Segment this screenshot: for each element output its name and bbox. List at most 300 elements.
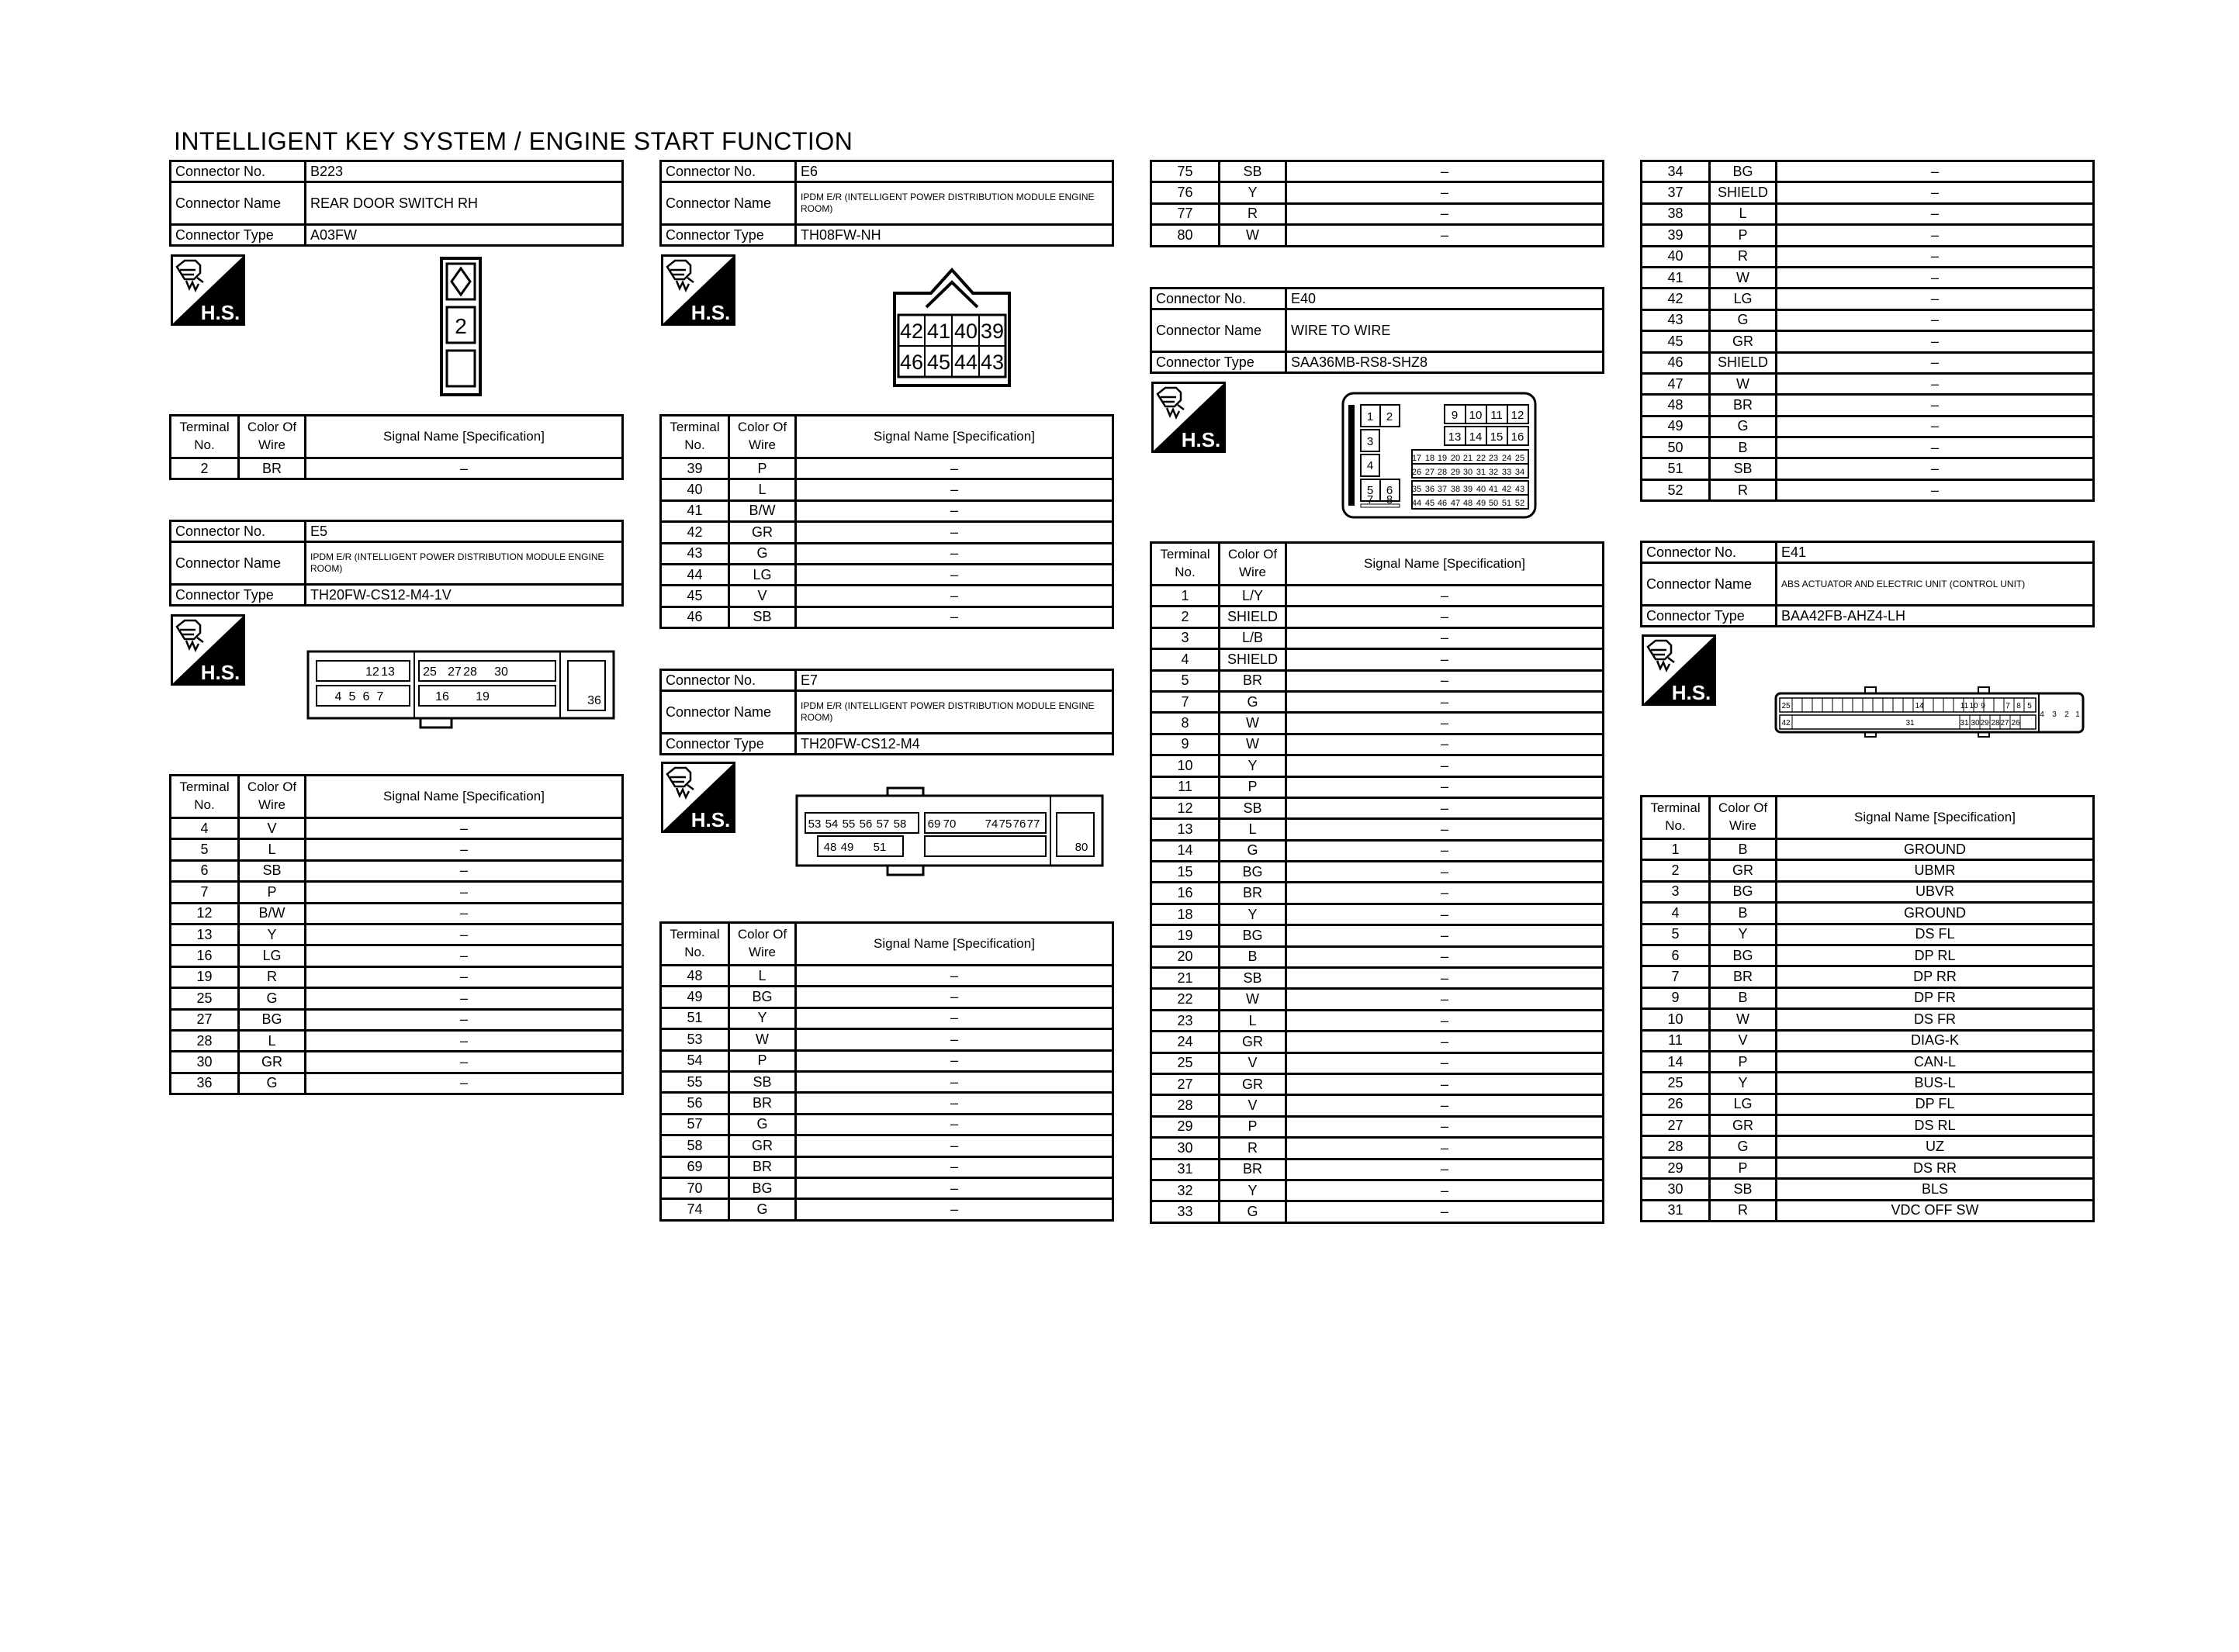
terminal-cell: 45 bbox=[661, 586, 729, 607]
table-row bbox=[171, 924, 623, 945]
wire-color-cell: P bbox=[729, 1050, 796, 1071]
table-row bbox=[1642, 860, 2094, 881]
terminal-cell: 45 bbox=[1642, 331, 1710, 352]
signal-name-cell: – bbox=[1286, 968, 1604, 989]
connector-info-b223 bbox=[169, 160, 624, 247]
table-row bbox=[171, 1052, 623, 1073]
table-row bbox=[1642, 182, 2094, 203]
column-header: Signal Name [Specification] bbox=[796, 923, 1113, 966]
terminal-cell: 29 bbox=[1151, 1116, 1220, 1137]
table-row bbox=[1151, 1116, 1604, 1137]
wire-color-cell: W bbox=[1710, 373, 1777, 394]
column-header: Color Of Wire bbox=[239, 416, 306, 458]
pin-label: 36 bbox=[1424, 485, 1435, 494]
signal-name-cell: – bbox=[1777, 331, 2094, 352]
signal-name-cell: – bbox=[1286, 1095, 1604, 1116]
wire-color-cell: GR bbox=[1220, 1032, 1286, 1052]
signal-name-cell: – bbox=[306, 924, 623, 945]
info-label: Connector Type bbox=[661, 734, 796, 755]
connector-face-b223 bbox=[439, 256, 483, 397]
connector-info-e41 bbox=[1640, 541, 2095, 627]
signal-name-cell: BUS-L bbox=[1777, 1073, 2094, 1094]
terminal-cell: 19 bbox=[171, 966, 239, 987]
signal-name-cell: – bbox=[1777, 458, 2094, 479]
wire-color-cell: V bbox=[729, 586, 796, 607]
table-row bbox=[1151, 1052, 1604, 1073]
terminal-cell: 4 bbox=[1151, 649, 1220, 670]
pin-label: 46 bbox=[1437, 499, 1448, 508]
signal-name-cell: – bbox=[1286, 862, 1604, 883]
terminal-table-e41 bbox=[1640, 795, 2095, 1222]
wire-color-cell: R bbox=[1710, 246, 1777, 267]
terminal-cell: 6 bbox=[171, 860, 239, 881]
signal-name-cell: – bbox=[1286, 627, 1604, 648]
terminal-cell: 2 bbox=[171, 458, 239, 479]
signal-name-cell: – bbox=[1286, 1052, 1604, 1073]
pin-label: 45 bbox=[1424, 499, 1435, 508]
pin-label: 70 bbox=[943, 817, 957, 831]
signal-name-cell: – bbox=[1286, 161, 1604, 182]
pin-label: 17 bbox=[1411, 454, 1422, 463]
wire-color-cell: LG bbox=[1710, 289, 1777, 309]
info-row-no bbox=[661, 161, 1113, 182]
wire-color-cell: B bbox=[1710, 839, 1777, 860]
wire-color-cell: Y bbox=[239, 924, 306, 945]
wire-color-cell: W bbox=[1220, 989, 1286, 1010]
signal-name-cell: – bbox=[1286, 1180, 1604, 1201]
table-row bbox=[1151, 1180, 1604, 1201]
harness-side-icon bbox=[171, 614, 245, 686]
column-header: Signal Name [Specification] bbox=[796, 416, 1113, 458]
wire-color-cell: BR bbox=[1710, 966, 1777, 987]
wire-color-cell: SB bbox=[729, 1071, 796, 1092]
terminal-cell: 34 bbox=[1642, 161, 1710, 182]
table-row bbox=[1151, 1073, 1604, 1094]
pin-label: 52 bbox=[1514, 499, 1525, 508]
signal-name-cell: – bbox=[306, 1009, 623, 1030]
table-row bbox=[661, 1029, 1113, 1050]
info-label: Connector Name bbox=[171, 542, 306, 585]
pin-label: 30 bbox=[1462, 468, 1473, 477]
pin-label: 45 bbox=[926, 351, 951, 374]
wire-color-cell: L/Y bbox=[1220, 586, 1286, 607]
signal-name-cell: – bbox=[1777, 479, 2094, 500]
wire-color-cell: LG bbox=[1710, 1094, 1777, 1115]
info-row-no bbox=[1151, 289, 1604, 309]
signal-name-cell: – bbox=[796, 987, 1113, 1007]
terminal-cell: 4 bbox=[171, 818, 239, 839]
terminal-cell: 48 bbox=[661, 966, 729, 987]
column-header: Color Of Wire bbox=[1220, 543, 1286, 586]
connector-info-e5 bbox=[169, 520, 624, 607]
wire-color-cell: P bbox=[729, 458, 796, 479]
terminal-cell: 52 bbox=[1642, 479, 1710, 500]
table-row bbox=[1151, 670, 1604, 691]
terminal-cell: 7 bbox=[171, 882, 239, 903]
signal-name-cell: – bbox=[1286, 989, 1604, 1010]
table-row bbox=[1151, 840, 1604, 861]
wire-color-cell: Y bbox=[1220, 182, 1286, 203]
signal-name-cell: – bbox=[1777, 161, 2094, 182]
pin-label: 25 bbox=[423, 665, 437, 679]
info-row-name bbox=[171, 182, 623, 225]
wire-color-cell: BG bbox=[1710, 881, 1777, 902]
wire-color-cell: W bbox=[1710, 1009, 1777, 1030]
table-row bbox=[171, 860, 623, 881]
terminal-cell: 31 bbox=[1642, 1200, 1710, 1221]
info-value: E5 bbox=[306, 521, 623, 542]
terminal-cell: 74 bbox=[661, 1199, 729, 1220]
pin-label: 55 bbox=[842, 817, 856, 831]
pin-label: 51 bbox=[1501, 499, 1512, 508]
info-value: REAR DOOR SWITCH RH bbox=[306, 182, 623, 225]
pin-label: 54 bbox=[825, 817, 839, 831]
wire-color-cell: BG bbox=[729, 987, 796, 1007]
table-row bbox=[661, 500, 1113, 521]
wire-color-cell: Y bbox=[1220, 904, 1286, 924]
signal-name-cell: – bbox=[1777, 395, 2094, 416]
terminal-cell: 13 bbox=[171, 924, 239, 945]
terminal-cell: 49 bbox=[661, 987, 729, 1007]
terminal-cell: 27 bbox=[1642, 1115, 1710, 1136]
page-title: INTELLIGENT KEY SYSTEM / ENGINE START FUNCTION bbox=[174, 127, 853, 155]
terminal-table-e7-continued bbox=[1150, 160, 1604, 247]
table-row bbox=[1642, 881, 2094, 902]
pin-label: 28 bbox=[1437, 468, 1448, 477]
pin-label: 19 bbox=[476, 690, 490, 703]
hs-label: H.S. bbox=[1181, 428, 1221, 451]
signal-name-cell: – bbox=[796, 1050, 1113, 1071]
info-label: Connector No. bbox=[171, 521, 306, 542]
harness-side-icon bbox=[1642, 634, 1716, 706]
terminal-cell: 28 bbox=[1151, 1095, 1220, 1116]
signal-name-cell: – bbox=[796, 564, 1113, 585]
wire-color-cell: P bbox=[1220, 1116, 1286, 1137]
harness-side-icon bbox=[661, 254, 735, 326]
signal-name-cell: – bbox=[306, 882, 623, 903]
signal-name-cell: – bbox=[1286, 925, 1604, 946]
info-value: SAA36MB-RS8-SHZ8 bbox=[1286, 352, 1604, 373]
hs-label: H.S. bbox=[200, 301, 241, 324]
wire-color-cell: G bbox=[239, 988, 306, 1009]
terminal-cell: 6 bbox=[1642, 945, 1710, 966]
terminal-cell: 36 bbox=[171, 1073, 239, 1094]
pin-label: 4 bbox=[334, 690, 342, 703]
info-value: E41 bbox=[1777, 542, 2094, 563]
signal-name-cell: – bbox=[1286, 225, 1604, 246]
table-row bbox=[1151, 586, 1604, 607]
wire-color-cell: R bbox=[1710, 479, 1777, 500]
pin-label: 69 bbox=[927, 817, 941, 831]
wire-color-cell: W bbox=[1220, 734, 1286, 755]
connector-info-e7 bbox=[659, 669, 1114, 755]
table-row bbox=[171, 882, 623, 903]
signal-name-cell: – bbox=[796, 1114, 1113, 1135]
wire-color-cell: V bbox=[1710, 1030, 1777, 1051]
wire-color-cell: GR bbox=[1710, 331, 1777, 352]
terminal-cell: 15 bbox=[1151, 862, 1220, 883]
pin-label: 4 bbox=[1366, 459, 1374, 472]
terminal-cell: 47 bbox=[1642, 373, 1710, 394]
terminal-cell: 28 bbox=[171, 1030, 239, 1051]
terminal-cell: 7 bbox=[1151, 691, 1220, 712]
wire-color-cell: GR bbox=[729, 1135, 796, 1156]
wire-color-cell: BG bbox=[1710, 161, 1777, 182]
pin-label: 26 bbox=[1411, 468, 1422, 477]
signal-name-cell: – bbox=[796, 1029, 1113, 1050]
pin-label: 12 bbox=[365, 665, 379, 679]
wire-color-cell: SHIELD bbox=[1710, 352, 1777, 373]
pin-label: 4 bbox=[2040, 710, 2044, 719]
wire-color-cell: W bbox=[1220, 225, 1286, 246]
table-row bbox=[1151, 607, 1604, 627]
table-row bbox=[171, 988, 623, 1009]
pin-label: 34 bbox=[1514, 468, 1525, 477]
pin-label: 16 bbox=[435, 690, 449, 703]
signal-name-cell: – bbox=[1286, 1032, 1604, 1052]
signal-name-cell: – bbox=[796, 500, 1113, 521]
signal-name-cell: – bbox=[306, 966, 623, 987]
info-label: Connector Name bbox=[661, 182, 796, 225]
table-row bbox=[1642, 458, 2094, 479]
pin-label: 76 bbox=[1012, 817, 1026, 831]
pin-label: 42 bbox=[1501, 485, 1512, 494]
pin-label: 29 bbox=[1450, 468, 1461, 477]
pin-label: 48 bbox=[1462, 499, 1473, 508]
signal-name-cell: – bbox=[306, 945, 623, 966]
wire-color-cell: G bbox=[729, 1114, 796, 1135]
signal-name-cell: – bbox=[796, 607, 1113, 627]
table-row bbox=[661, 1093, 1113, 1114]
wire-color-cell: B bbox=[1710, 437, 1777, 458]
table-row bbox=[661, 1199, 1113, 1220]
info-value: E40 bbox=[1286, 289, 1604, 309]
wire-color-cell: BR bbox=[239, 458, 306, 479]
table-row bbox=[1151, 989, 1604, 1010]
terminal-cell: 44 bbox=[661, 564, 729, 585]
pin-label: 47 bbox=[1450, 499, 1461, 508]
signal-name-cell: CAN-L bbox=[1777, 1051, 2094, 1072]
pin-label: 32 bbox=[1488, 468, 1499, 477]
info-value: E6 bbox=[796, 161, 1113, 182]
signal-name-cell: DS FR bbox=[1777, 1009, 2094, 1030]
pin-label: 27 bbox=[1424, 468, 1435, 477]
signal-name-cell: UZ bbox=[1777, 1136, 2094, 1157]
info-label: Connector Type bbox=[171, 225, 306, 246]
terminal-cell: 2 bbox=[1642, 860, 1710, 881]
pin-label: 80 bbox=[1075, 841, 1088, 854]
signal-name-cell: – bbox=[796, 1135, 1113, 1156]
signal-name-cell: – bbox=[796, 522, 1113, 543]
wire-color-cell: SB bbox=[1220, 797, 1286, 818]
pin-label: 25 bbox=[1514, 454, 1525, 463]
table-row bbox=[1151, 883, 1604, 904]
signal-name-cell: – bbox=[1777, 182, 2094, 203]
signal-name-cell: – bbox=[1286, 797, 1604, 818]
terminal-cell: 12 bbox=[171, 903, 239, 924]
table-row bbox=[1151, 649, 1604, 670]
info-value: BAA42FB-AHZ4-LH bbox=[1777, 606, 2094, 627]
signal-name-cell: – bbox=[1777, 246, 2094, 267]
wire-color-cell: Y bbox=[729, 1007, 796, 1028]
terminal-cell: 14 bbox=[1151, 840, 1220, 861]
pin-label: 5 bbox=[348, 690, 356, 703]
wire-color-cell: Y bbox=[1710, 1073, 1777, 1094]
signal-name-cell: – bbox=[1286, 1159, 1604, 1180]
pin-label: 2 bbox=[2064, 710, 2069, 719]
terminal-header-row bbox=[171, 776, 623, 818]
table-row bbox=[1151, 755, 1604, 776]
hs-label: H.S. bbox=[200, 661, 241, 684]
terminal-cell: 43 bbox=[661, 543, 729, 564]
wire-color-cell: L/B bbox=[1220, 627, 1286, 648]
terminal-header-row bbox=[661, 923, 1113, 966]
signal-name-cell: – bbox=[1286, 946, 1604, 967]
wire-color-cell: BG bbox=[1220, 862, 1286, 883]
terminal-cell: 40 bbox=[1642, 246, 1710, 267]
wire-color-cell: GR bbox=[1710, 860, 1777, 881]
wire-color-cell: W bbox=[1220, 713, 1286, 734]
table-row bbox=[1151, 797, 1604, 818]
wire-color-cell: B/W bbox=[729, 500, 796, 521]
table-row bbox=[1642, 924, 2094, 945]
pin-label: 29 bbox=[1980, 719, 1989, 728]
info-label: Connector No. bbox=[1642, 542, 1777, 563]
signal-name-cell: – bbox=[1286, 691, 1604, 712]
wire-color-cell: Y bbox=[1710, 924, 1777, 945]
signal-name-cell: – bbox=[796, 1071, 1113, 1092]
table-row bbox=[1151, 734, 1604, 755]
pin-label: 11 bbox=[1490, 409, 1503, 422]
signal-name-cell: – bbox=[1286, 776, 1604, 797]
pin-label: 21 bbox=[1462, 454, 1473, 463]
pin-label: 43 bbox=[980, 351, 1005, 374]
terminal-cell: 3 bbox=[1642, 881, 1710, 902]
terminal-cell: 56 bbox=[661, 1093, 729, 1114]
signal-name-cell: – bbox=[1286, 734, 1604, 755]
wire-color-cell: L bbox=[729, 479, 796, 500]
table-row bbox=[1642, 373, 2094, 394]
pin-label: 26 bbox=[2011, 719, 2020, 728]
pin-label: 49 bbox=[840, 841, 854, 854]
terminal-cell: 27 bbox=[171, 1009, 239, 1030]
terminal-cell: 29 bbox=[1642, 1157, 1710, 1178]
table-row bbox=[1151, 968, 1604, 989]
table-row bbox=[1642, 479, 2094, 500]
pin-label: 38 bbox=[1450, 485, 1461, 494]
terminal-cell: 20 bbox=[1151, 946, 1220, 967]
table-row bbox=[1642, 267, 2094, 288]
terminal-header-row bbox=[1642, 797, 2094, 839]
column-header: Signal Name [Specification] bbox=[1286, 543, 1604, 586]
pin-label: 56 bbox=[859, 817, 873, 831]
wire-color-cell: G bbox=[1220, 691, 1286, 712]
info-row-type bbox=[171, 585, 623, 606]
pin-label: 51 bbox=[873, 841, 887, 854]
table-row bbox=[1642, 246, 2094, 267]
wire-color-cell: G bbox=[239, 1073, 306, 1094]
pin-label: 23 bbox=[1488, 454, 1499, 463]
pin-label: 43 bbox=[1514, 485, 1525, 494]
table-row bbox=[1151, 161, 1604, 182]
terminal-cell: 51 bbox=[661, 1007, 729, 1028]
terminal-cell: 58 bbox=[661, 1135, 729, 1156]
info-row-no bbox=[171, 161, 623, 182]
wire-color-cell: G bbox=[729, 1199, 796, 1220]
signal-name-cell: – bbox=[1286, 1138, 1604, 1159]
table-row bbox=[1151, 776, 1604, 797]
wire-color-cell: BG bbox=[729, 1177, 796, 1198]
terminal-cell: 30 bbox=[171, 1052, 239, 1073]
signal-name-cell: – bbox=[1777, 289, 2094, 309]
table-row bbox=[171, 818, 623, 839]
table-row bbox=[1642, 1157, 2094, 1178]
table-row bbox=[1642, 289, 2094, 309]
wire-color-cell: SHIELD bbox=[1710, 182, 1777, 203]
terminal-cell: 2 bbox=[1151, 607, 1220, 627]
table-row bbox=[1151, 182, 1604, 203]
info-row-type bbox=[661, 734, 1113, 755]
table-row bbox=[1642, 1073, 2094, 1094]
info-value: IPDM E/R (INTELLIGENT POWER DISTRIBUTION MODULE ENGINE ROOM) bbox=[796, 182, 1113, 225]
terminal-cell: 46 bbox=[1642, 352, 1710, 373]
terminal-cell: 76 bbox=[1151, 182, 1220, 203]
wire-color-cell: R bbox=[1710, 1200, 1777, 1221]
pin-label: 31 bbox=[1960, 719, 1969, 728]
table-row bbox=[1151, 819, 1604, 840]
terminal-cell: 11 bbox=[1151, 776, 1220, 797]
terminal-cell: 55 bbox=[661, 1071, 729, 1092]
signal-name-cell: – bbox=[796, 1199, 1113, 1220]
info-label: Connector No. bbox=[661, 161, 796, 182]
terminal-cell: 16 bbox=[171, 945, 239, 966]
table-row bbox=[661, 1135, 1113, 1156]
signal-name-cell: – bbox=[1286, 586, 1604, 607]
connector-info-e6 bbox=[659, 160, 1114, 247]
signal-name-cell: – bbox=[1286, 1116, 1604, 1137]
signal-name-cell: – bbox=[306, 1052, 623, 1073]
info-value: A03FW bbox=[306, 225, 623, 246]
terminal-cell: 21 bbox=[1151, 968, 1220, 989]
pin-label: 22 bbox=[1476, 454, 1486, 463]
pin-label: 6 bbox=[1386, 484, 1393, 497]
harness-side-icon bbox=[171, 254, 245, 326]
table-row bbox=[1151, 1095, 1604, 1116]
wire-color-cell: L bbox=[239, 1030, 306, 1051]
terminal-cell: 80 bbox=[1151, 225, 1220, 246]
info-label: Connector Name bbox=[661, 691, 796, 734]
terminal-cell: 5 bbox=[1642, 924, 1710, 945]
info-row-no bbox=[171, 521, 623, 542]
info-value: IPDM E/R (INTELLIGENT POWER DISTRIBUTION MODULE ENGINE ROOM) bbox=[306, 542, 623, 585]
table-row bbox=[661, 1007, 1113, 1028]
pin-label: 5 bbox=[1366, 484, 1374, 497]
pin-label: 30 bbox=[1971, 719, 1980, 728]
pin-label: 35 bbox=[1411, 485, 1422, 494]
terminal-cell: 30 bbox=[1151, 1138, 1220, 1159]
signal-name-cell: – bbox=[1777, 416, 2094, 437]
connector-face-e6 bbox=[892, 264, 1012, 388]
signal-name-cell: – bbox=[1286, 607, 1604, 627]
signal-name-cell: – bbox=[1777, 437, 2094, 458]
signal-name-cell: DIAG-K bbox=[1777, 1030, 2094, 1051]
wire-color-cell: V bbox=[239, 818, 306, 839]
table-row bbox=[1151, 1138, 1604, 1159]
wire-color-cell: SB bbox=[729, 607, 796, 627]
signal-name-cell: DS RR bbox=[1777, 1157, 2094, 1178]
pin-label: 7 bbox=[2005, 702, 2010, 710]
table-row bbox=[1642, 331, 2094, 352]
